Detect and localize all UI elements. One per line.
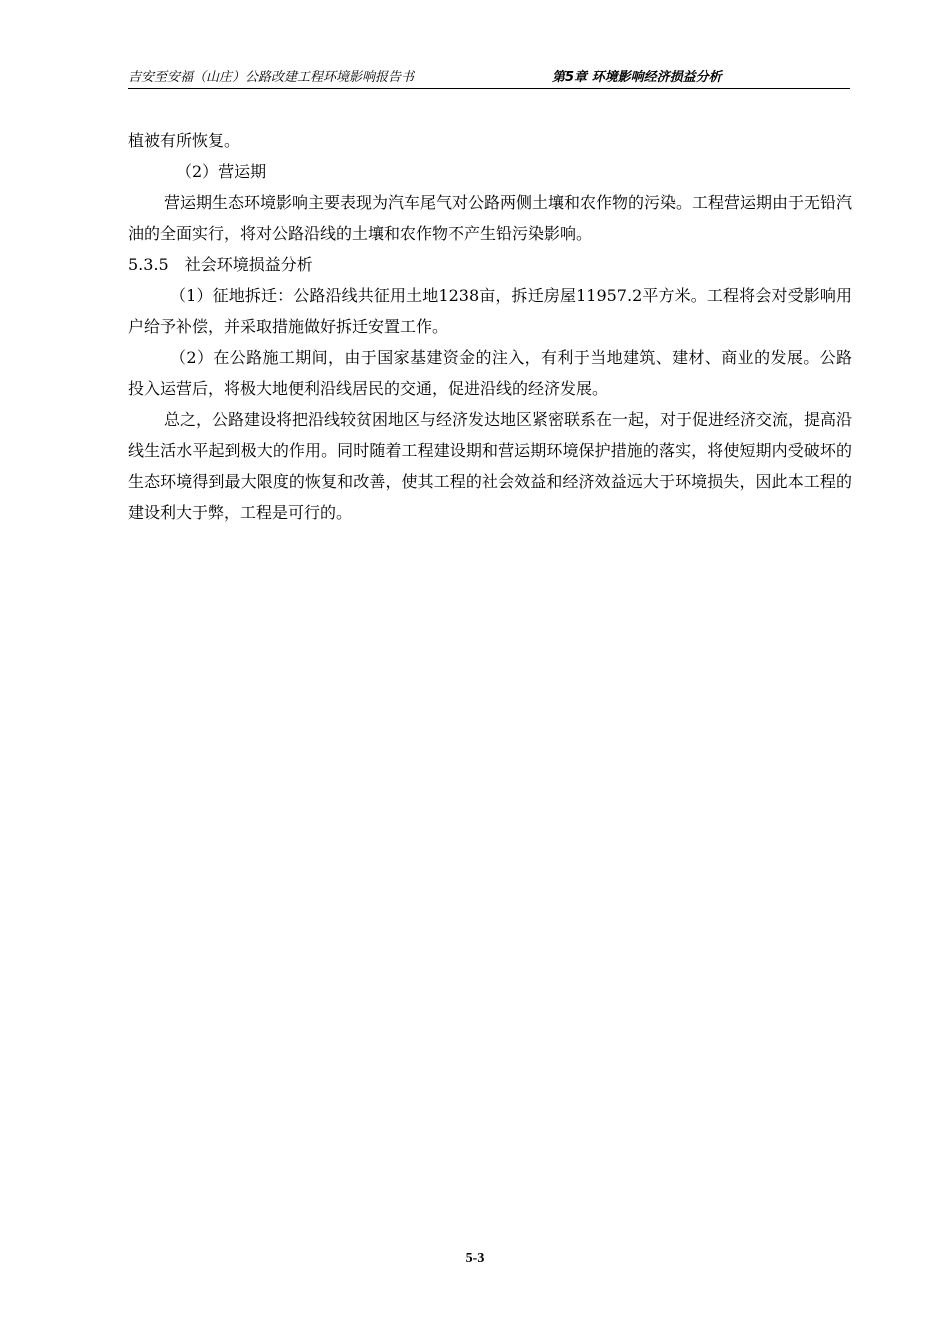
paragraph-operation-impact: 营运期生态环境影响主要表现为汽车尾气对公路两侧土壤和农作物的污染。工程营运期由于无铅汽油的全面实行，将对公路沿线的土壤和农作物不产生铅污染影响。	[128, 193, 853, 243]
paragraph-conclusion: 总之，公路建设将把沿线较贫困地区与经济发达地区紧密联系在一起，对于促进经济交流，提高沿线生活水平起到极大的作用。同时随着工程建设期和营运期环境保护措施的落实，将使短期内受破坏的生态环境得到最大限度的恢复和改善，使其工程的社会效益和经济效益远大于环境损失，因此本工程的建设利大于弊，工程是可行的。	[128, 410, 853, 522]
page-number: 5-3	[465, 1251, 485, 1266]
paragraph-construction-benefit: （2）在公路施工期间，由于国家基建资金的注入，有利于当地建筑、建材、商业的发展。公路投入运营后，将极大地便利沿线居民的交通，促进沿线的经济发展。	[128, 348, 852, 398]
paragraph-land-acquisition: （1）征地拆迁：公路沿线共征用土地1238亩，拆迁房屋11957.2平方米。工程将会对受影响用户给予补偿，并采取措施做好拆迁安置工作。	[128, 286, 852, 336]
paragraph-vegetation-recovery: 植被有所恢复。	[128, 131, 241, 150]
header-document-title: 吉安至安福（山庄）公路改建工程环境影响报告书	[128, 70, 415, 85]
section-heading-social-analysis: 5.3.5 社会环境损益分析	[128, 255, 313, 274]
document-body	[128, 125, 852, 528]
header-chapter-title: 第5章 环境影响经济损益分析	[552, 70, 722, 85]
subheading-operation-period: （2）营运期	[176, 162, 267, 181]
page-header	[128, 66, 850, 89]
